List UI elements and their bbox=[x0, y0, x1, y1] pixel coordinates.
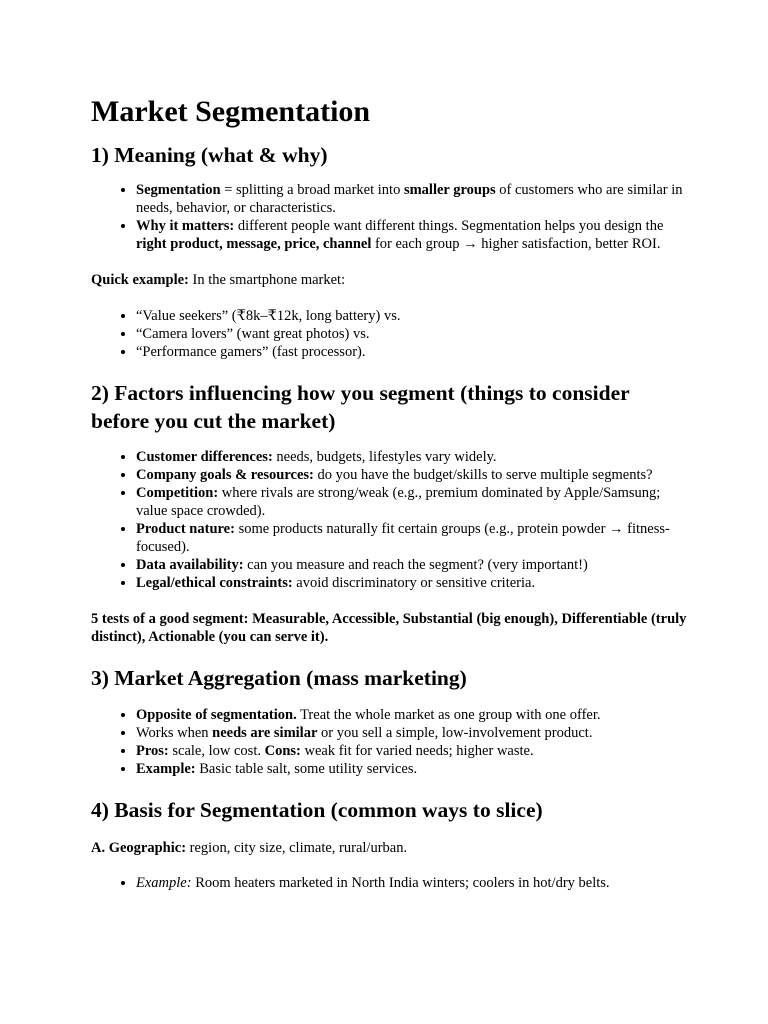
text: weak fit for varied needs; higher waste. bbox=[300, 743, 534, 759]
text: where rivals are strong/weak (e.g., premium dominated by Apple/Samsung; value space crowded). bbox=[136, 485, 661, 519]
text: Room heaters marketed in North India winters; coolers in hot/dry belts. bbox=[191, 875, 610, 891]
term-label: Pros: bbox=[136, 743, 169, 759]
text: Treat the whole market as one group with one offer. bbox=[296, 707, 601, 723]
aggregation-list bbox=[91, 706, 691, 778]
text: do you have the budget/skills to serve multiple segments? bbox=[313, 467, 653, 483]
section-1-list bbox=[91, 181, 691, 253]
list-item: • “Performance gamers” (fast processor). bbox=[136, 343, 691, 361]
list-item bbox=[136, 706, 691, 724]
term-label: Customer differences: bbox=[136, 449, 273, 465]
text: = splitting a broad market into bbox=[220, 182, 404, 198]
quick-example bbox=[91, 271, 691, 289]
list-item: • “Value seekers” (₹8k–₹12k, long battery) vs. bbox=[136, 307, 691, 325]
section-1-heading: 1) Meaning (what & why) bbox=[91, 143, 328, 167]
text: of customers who are similar in needs, behavior, or characteristics. bbox=[136, 182, 683, 216]
term-label: Why it matters: bbox=[136, 218, 235, 234]
section-3-heading: 3) Market Aggregation (mass marketing) bbox=[91, 666, 467, 690]
term-label: Product nature: bbox=[136, 521, 235, 537]
text: some products naturally fit certain groups (e.g., protein powder → fitness-focused). bbox=[136, 521, 670, 555]
quick-example-label: Quick example: bbox=[91, 272, 189, 288]
text: Works when bbox=[136, 725, 213, 741]
term-label: Cons: bbox=[264, 743, 301, 759]
term-label: Segmentation bbox=[136, 182, 221, 198]
text: different people want different things. Segmentation helps you design the bbox=[234, 218, 664, 234]
list-item: • “Camera lovers” (want great photos) vs. bbox=[136, 325, 691, 343]
factors-list bbox=[91, 448, 691, 592]
text: needs, budgets, lifestyles vary widely. bbox=[272, 449, 497, 465]
list-item bbox=[136, 520, 691, 556]
term-label: smaller groups bbox=[403, 182, 496, 198]
page-title: Market Segmentation bbox=[91, 95, 371, 128]
term-label: right product, message, price, channel bbox=[136, 236, 372, 252]
text: for each group → higher satisfaction, better ROI. bbox=[371, 236, 661, 252]
list-item bbox=[136, 217, 691, 253]
segment-tests-note: 5 tests of a good segment: Measurable, Accessible, Substantial (big enough), Differentiable (truly distinct), Actionable (you can serve it). bbox=[91, 611, 687, 645]
list-item bbox=[136, 724, 691, 742]
term-label: Competition: bbox=[136, 485, 219, 501]
term-label: Legal/ethical constraints: bbox=[136, 575, 293, 591]
text: can you measure and reach the segment? (very important!) bbox=[243, 557, 588, 573]
term-label: Company goals & resources: bbox=[136, 467, 314, 483]
text: avoid discriminatory or sensitive criteria. bbox=[292, 575, 536, 591]
text: or you sell a simple, low-involvement product. bbox=[317, 725, 593, 741]
list-item bbox=[136, 466, 691, 484]
document-body bbox=[91, 92, 691, 892]
section-4-heading: 4) Basis for Segmentation (common ways to slice) bbox=[91, 798, 543, 822]
section-2-heading: 2) Factors influencing how you segment (things to consider before you cut the market) bbox=[91, 381, 630, 433]
term-label: Data availability: bbox=[136, 557, 244, 573]
text: In the smartphone market: bbox=[188, 272, 346, 288]
list-item bbox=[136, 742, 691, 760]
example-label: Example: bbox=[136, 875, 192, 891]
list-item bbox=[136, 874, 691, 892]
term-label: Opposite of segmentation. bbox=[136, 707, 297, 723]
text: Basic table salt, some utility services. bbox=[195, 761, 418, 777]
text: region, city size, climate, rural/urban. bbox=[186, 840, 408, 856]
term-label: A. Geographic: bbox=[91, 840, 187, 856]
geographic-basis bbox=[91, 839, 691, 857]
term-label: needs are similar bbox=[212, 725, 318, 741]
list-item bbox=[136, 574, 691, 592]
term-label: Example: bbox=[136, 761, 196, 777]
list-item bbox=[136, 556, 691, 574]
geographic-example-list bbox=[91, 874, 691, 892]
list-item bbox=[136, 760, 691, 778]
list-item bbox=[136, 484, 691, 520]
list-item bbox=[136, 448, 691, 466]
examples-list bbox=[91, 307, 691, 361]
text: scale, low cost. bbox=[168, 743, 265, 759]
list-item bbox=[136, 181, 691, 217]
